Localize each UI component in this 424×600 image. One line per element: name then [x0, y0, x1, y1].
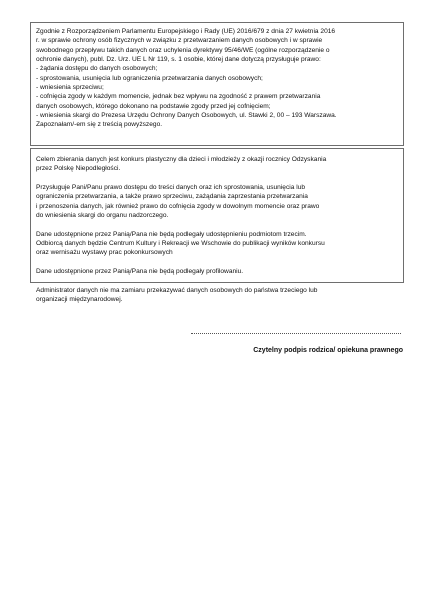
gdpr-rights-box [30, 22, 404, 146]
transfer-line: organizacji międzynarodowej. [36, 296, 123, 304]
gdpr-line: - żądania dostępu do danych osobowych; [36, 65, 158, 73]
gdpr-line: Zapoznałam/-em się z treścią powyższego. [36, 121, 163, 129]
signature-line [191, 333, 401, 334]
transfer-line: Administrator danych nie ma zamiaru przekazywać danych osobowych do państwa trzeciego lub [36, 286, 318, 294]
gdpr-line: ochronie danych), publ. Dz. Urz. UE L Nr 119, s. 1 osobie, której dane dotyczą przysługuje prawo: [36, 56, 321, 64]
signature-label: Czytelny podpis rodzica/ opiekuna prawnego [253, 347, 403, 354]
profiling-line: Dane udostępnione przez Panią/Pana nie będą podlegały profilowaniu. [36, 268, 244, 276]
gdpr-line: - wniesienia skargi do Prezesa Urzędu Ochrony Danych Osobowych, ul. Stawki 2, 00 – 193 Warszawa. [36, 112, 337, 120]
gdpr-line: - sprostowania, usunięcia lub ograniczenia przetwarzania danych osobowych; [36, 74, 263, 82]
rights-line: i przenoszenia danych, jak również prawo do cofnięcia zgody w dowolnym momencie oraz prawo [36, 202, 320, 210]
gdpr-line: danych osobowych, którego dokonano na podstawie zgody przed jej cofnięciem; [36, 102, 271, 110]
gdpr-line: Zgodnie z Rozporządzeniem Parlamentu Europejskiego i Rady (UE) 2016/679 z dnia 27 kwietnia 2016 [36, 28, 336, 35]
recipient-line: Dane udostępnione przez Panią/Pana nie będą podlegały udostępnieniu podmiotom trzecim. [36, 230, 307, 238]
purpose-line: Celem zbierania danych jest konkurs plastyczny dla dzieci i młodzieży z okazji rocznicy Odzyskania [36, 156, 327, 163]
recipient-line: Odbiorcą danych będzie Centrum Kultury i Rekreacji we Wschowie do publikacji wyników konkursu [36, 240, 325, 248]
gdpr-line: - cofnięcia zgody w każdym momencie, jednak bez wpływu na zgodność z prawem przetwarzania [36, 93, 321, 101]
rights-line: ograniczenia przetwarzania, a także prawo sprzeciwu, zażądania zaprzestania przetwarzania [36, 193, 308, 201]
rights-line: do wniesienia skargi do organu nadzorczego. [36, 212, 169, 220]
purpose-line: przez Polskę Niepodległości. [36, 165, 121, 173]
gdpr-line: swobodnego przepływu takich danych oraz uchylenia dyrektywy 95/46/WE (ogólne rozporządzenie o [36, 46, 330, 54]
gdpr-line: r. w sprawie ochrony osób fizycznych w związku z przetwarzaniem danych osobowych i w sprawie [36, 37, 323, 45]
gdpr-line: - wniesienia sprzeciwu; [36, 84, 104, 92]
recipient-line: oraz wernisażu wystawy prac pokonkursowych [36, 249, 173, 257]
rights-line: Przysługuje Pani/Panu prawo dostępu do treści danych oraz ich sprostowania, usunięcia lub [36, 184, 306, 192]
data-processing-info-box [30, 148, 404, 304]
